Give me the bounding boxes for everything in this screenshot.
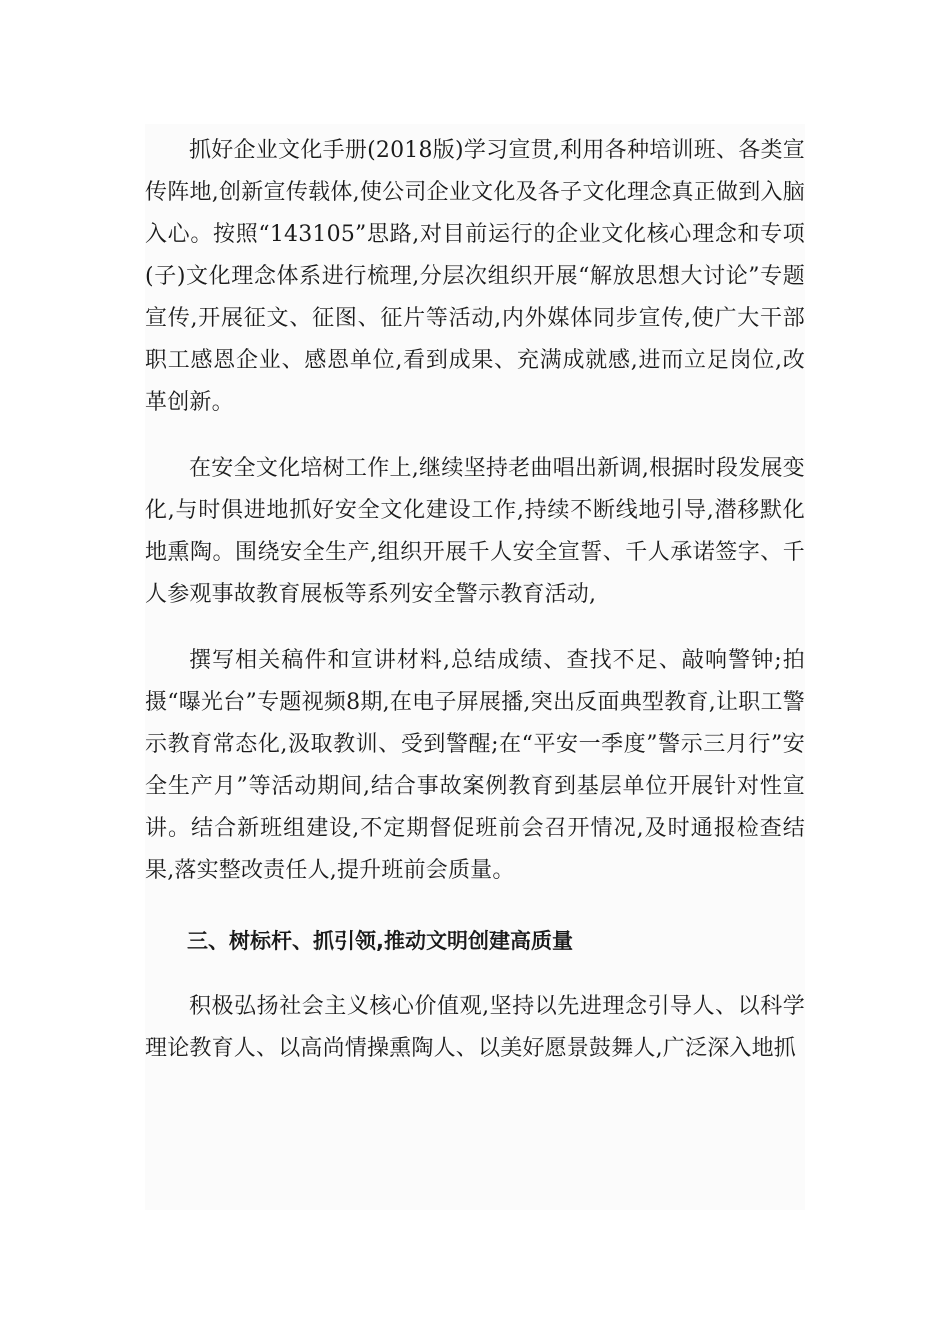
paragraph-safety-education: 撰写相关稿件和宣讲材料,总结成绩、查找不足、敲响警钟;拍摄“曝光台”专题视频8期,在电子屏展播,突出反面典型教育,让职工警示教育常态化,汲取教训、受到警醒;在“平安一季度”警示三月行”安全生产月”等活动期间,结合事故案例教育到基层单位开展针对性宣讲。结合新班组建设,不定期督促班前会召开情况,及时通报检查结果,落实整改责任人,提升班前会质量。 [145,648,805,883]
paragraph-safety-culture: 在安全文化培树工作上,继续坚持老曲唱出新调,根据时段发展变化,与时俱进地抓好安全文化建设工作,持续不断线地引导,潜移默化地熏陶。围绕安全生产,组织开展千人安全宣誓、千人承诺签字、千人参观事故教育展板等系列安全警示教育活动, [145,456,805,607]
paragraph-corporate-culture: 抓好企业文化手册(2018版)学习宣贯,利用各种培训班、各类宣传阵地,创新宣传载体,使公司企业文化及各子文化理念真正做到入脑入心。按照“143105”思路,对目前运行的企业文化核心理念和专项(子)文化理念体系进行梳理,分层次组织开展“解放思想大讨论”专题宣传,开展征文、征图、征片等活动,内外媒体同步宣传,使广大干部职工感恩企业、感恩单位,看到成果、充满成就感,进而立足岗位,改革创新。 [145,138,805,415]
document-page [145,124,805,1210]
paragraph-core-values: 积极弘扬社会主义核心价值观,坚持以先进理念引导人、以科学理论教育人、以高尚情操熏陶人、以美好愿景鼓舞人,广泛深入地抓 [145,994,805,1061]
section-heading: 三、树标杆、抓引领,推动文明创建高质量 [187,929,573,953]
